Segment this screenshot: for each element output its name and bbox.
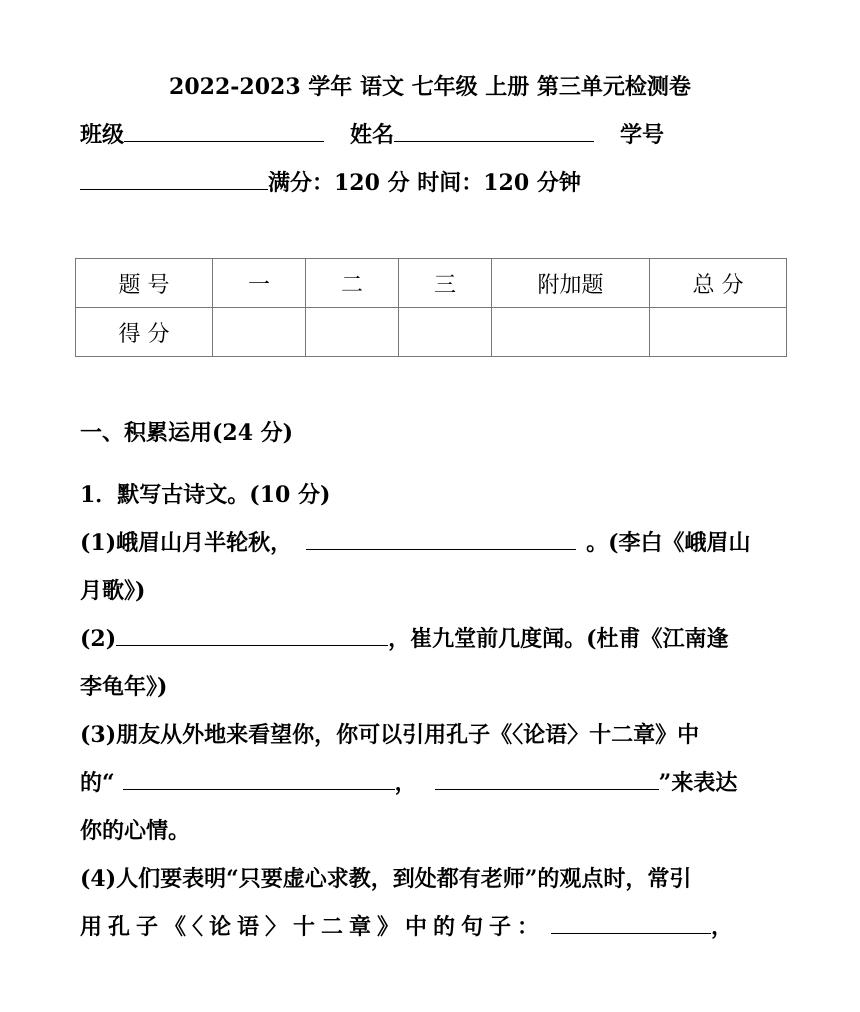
score-cell-part1[interactable] — [213, 308, 306, 357]
score-cell-part2[interactable] — [306, 308, 399, 357]
q1-3-text-b: 的“ — [80, 770, 115, 796]
class-label: 班级 — [80, 122, 125, 148]
exam-title: 2022-2023 学年 语文 七年级 上册 第三单元检测卷 — [169, 74, 691, 100]
question-1-1 — [80, 526, 751, 557]
q1-3-text-d: ”来表达 — [658, 770, 738, 796]
class-field[interactable] — [124, 121, 324, 142]
q1-3-text-a: (3)朋友从外地来看望你，你可以引用孔子《〈论语〉十二章》中 — [80, 722, 700, 748]
header-cell-part3: 三 — [399, 259, 492, 308]
score-row-label: 得 分 — [76, 308, 213, 357]
question-1-2 — [80, 622, 729, 653]
question-1-3 — [80, 766, 737, 797]
section-heading: 一、积累运用(24 分) — [80, 420, 294, 446]
score-time-text: 满分：120 分 时间：120 分钟 — [268, 170, 581, 196]
header-cell-part2: 二 — [306, 259, 399, 308]
question-1-4 — [80, 910, 733, 941]
student-id-field[interactable] — [80, 169, 268, 190]
name-label: 姓名 — [350, 122, 395, 148]
q1-4-text-a: (4)人们要表明“只要虚心求教，到处都有老师”的观点时，常引 — [80, 866, 692, 892]
question-1-title: 1．默写古诗文。(10 分) — [80, 482, 331, 508]
q1-3-answer-blank-2[interactable] — [435, 769, 659, 790]
score-cell-bonus[interactable] — [492, 308, 650, 357]
score-table — [75, 258, 787, 357]
header-cell-total: 总 分 — [650, 259, 787, 308]
q1-2-text-a: (2) — [80, 626, 117, 652]
q1-4-text-c: ， — [711, 914, 734, 940]
q1-1-text-c: 月歌》) — [80, 578, 146, 604]
score-table-score-row — [76, 308, 787, 357]
header-cell-bonus: 附加题 — [492, 259, 650, 308]
header-cell-part1: 一 — [213, 259, 306, 308]
name-field[interactable] — [394, 121, 594, 142]
q1-1-text-a: (1)峨眉山月半轮秋， — [80, 530, 293, 556]
q1-1-text-b: 。(李白《峨眉山 — [586, 530, 751, 556]
q1-2-text-c: 李龟年》) — [80, 674, 168, 700]
score-cell-total[interactable] — [650, 308, 787, 357]
score-time-row — [80, 166, 581, 197]
q1-3-text-c: ， — [394, 770, 417, 796]
q1-3-text-e: 你的心情。 — [80, 818, 191, 844]
header-cell-number: 题 号 — [76, 259, 213, 308]
score-table-header-row — [76, 259, 787, 308]
student-info-row — [80, 118, 664, 149]
q1-4-text-b: 用孔子《〈论语〉十二章》中的句子： — [80, 914, 546, 940]
q1-4-answer-blank[interactable] — [551, 913, 711, 934]
student-id-label: 学号 — [620, 122, 665, 148]
q1-2-answer-blank[interactable] — [116, 625, 388, 646]
q1-3-answer-blank-1[interactable] — [123, 769, 395, 790]
q1-2-text-b: ，崔九堂前几度闻。(杜甫《江南逢 — [388, 626, 729, 652]
q1-1-answer-blank[interactable] — [306, 529, 576, 550]
score-cell-part3[interactable] — [399, 308, 492, 357]
